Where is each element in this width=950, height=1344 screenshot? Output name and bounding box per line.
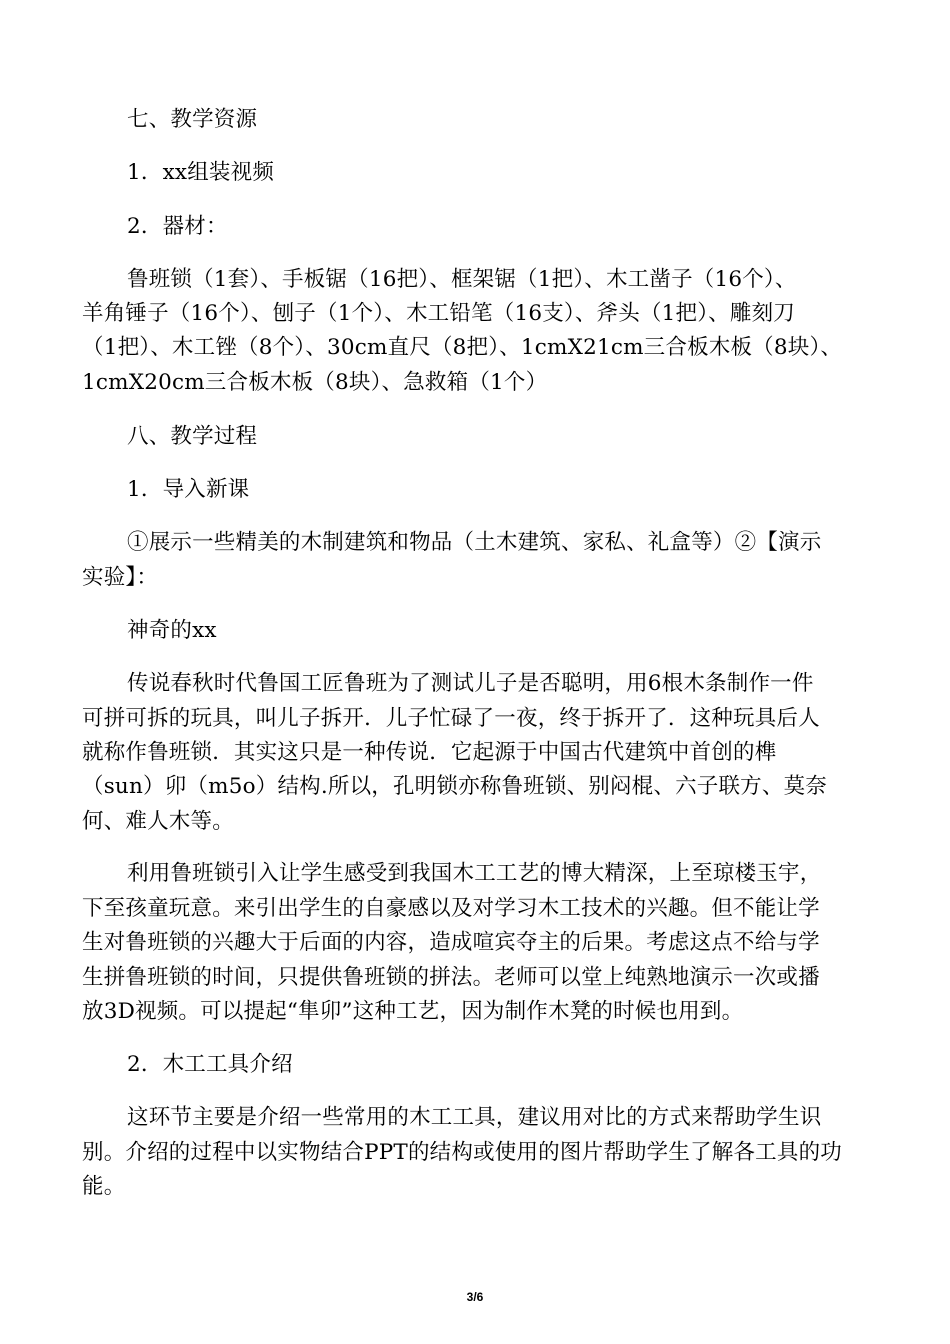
tools-paragraph-line: 别。介绍的过程中以实物结合PPT的结构或使用的图片帮助学生了解各工具的功 [82, 1140, 842, 1165]
legend-paragraph-line: 何、难人木等。 [82, 809, 234, 834]
legend-paragraph-line: 可拼可拆的玩具，叫儿子拆开．儿子忙碌了一夜，终于拆开了．这种玩具后人 [82, 706, 820, 731]
materials-line: 1cmX20cm三合板木板（8块）、急救箱（1个） [82, 370, 548, 395]
list-item-equipment: 2．器材： [127, 214, 228, 239]
section-heading-teaching-resources: 七、教学资源 [127, 107, 258, 132]
section-heading-teaching-process: 八、教学过程 [127, 424, 258, 449]
demo-paragraph-line: ①展示一些精美的木制建筑和物品（土木建筑、家私、礼盒等）②【演示 [127, 530, 822, 555]
legend-paragraph-line: 就称作鲁班锁．其实这只是一种传说．它起源于中国古代建筑中首创的榫 [82, 740, 777, 765]
page-number: 3/6 [466, 1290, 484, 1304]
tools-paragraph-line: 这环节主要是介绍一些常用的木工工具，建议用对比的方式来帮助学生识 [127, 1105, 822, 1130]
usage-paragraph-line: 生拼鲁班锁的时间，只提供鲁班锁的拼法。老师可以堂上纯熟地演示一次或播 [82, 965, 820, 990]
materials-line: （1把）、木工锉（8个）、30cm直尺（8把）、1cmX21cm三合板木板（8块）、 [82, 335, 843, 360]
list-item-woodwork-tools: 2．木工工具介绍 [127, 1052, 293, 1077]
usage-paragraph-line: 下至孩童玩意。来引出学生的自豪感以及对学习木工技术的兴趣。但不能让学 [82, 896, 820, 921]
usage-paragraph-line: 生对鲁班锁的兴趣大于后面的内容，造成喧宾夺主的后果。考虑这点不给与学 [82, 930, 820, 955]
usage-paragraph-line: 放3D视频。可以提起“隼卯”这种工艺，因为制作木凳的时候也用到。 [82, 999, 744, 1024]
materials-line: 羊角锤子（16个）、刨子（1个）、木工铅笔（16支）、斧头（1把）、雕刻刀 [82, 301, 795, 326]
legend-paragraph-line: 传说春秋时代鲁国工匠鲁班为了测试儿子是否聪明，用6根木条制作一件 [127, 671, 814, 696]
materials-line: 鲁班锁（1套）、手板锯（16把）、框架锯（1把）、木工凿子（16个）、 [127, 267, 797, 292]
demo-paragraph-line: 实验】： [82, 565, 159, 590]
list-item-introduction: 1．导入新课 [127, 477, 250, 502]
subtitle-magic-lock: 神奇的xx [127, 618, 217, 643]
tools-paragraph-line: 能。 [82, 1174, 126, 1199]
usage-paragraph-line: 利用鲁班锁引入让学生感受到我国木工工艺的博大精深，上至琼楼玉宇， [127, 861, 822, 886]
list-item-assembly-video: 1．xx组装视频 [127, 160, 275, 185]
legend-paragraph-line: （sun）卯（m5o）结构.所以，孔明锁亦称鲁班锁、别闷棍、六子联方、莫奈 [82, 774, 827, 799]
